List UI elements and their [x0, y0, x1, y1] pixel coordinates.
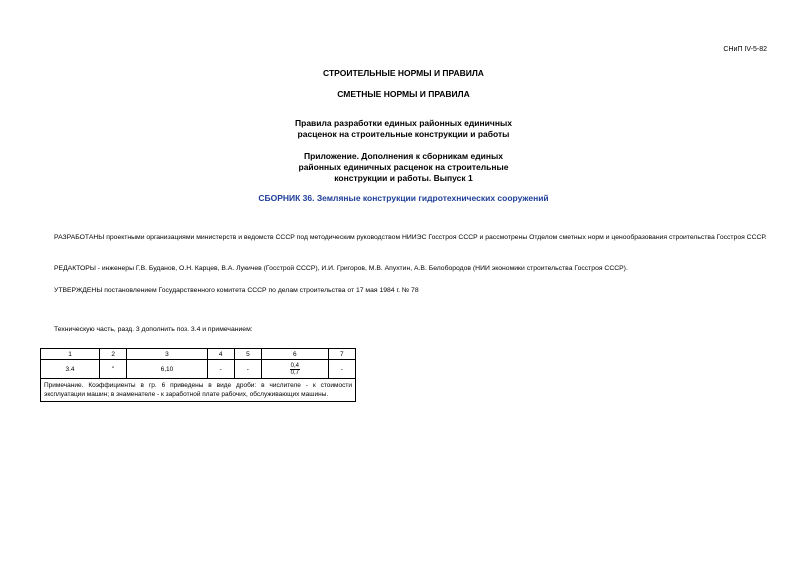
header-cell: 2	[100, 349, 127, 360]
table-cell: 6,10	[127, 360, 207, 379]
table-note: Примечание. Коэффициенты в гр. 6 приведены в виде дроби: в числителе - к стоимости эксплуатации машин; в знаменателе - к заработной плате рабочих, обслуживающих машины.	[41, 379, 356, 402]
header-cell: 6	[261, 349, 328, 360]
document-code: СНиП IV-5-82	[723, 46, 767, 53]
table-cell: -	[328, 360, 355, 379]
header-cell: 4	[207, 349, 234, 360]
table-cell-fraction	[261, 360, 328, 379]
heading-rules-line: Правила разработки единых районных единичных	[295, 118, 512, 128]
fraction-denominator: 0,7	[290, 369, 299, 376]
paragraph-approved: УТВЕРЖДЕНЫ постановлением Государственного комитета СССР по делам строительства от 17 мая 1984 г. № 78	[54, 287, 419, 294]
table-cell: -	[234, 360, 261, 379]
table-cell: "	[100, 360, 127, 379]
heading-appendix-line: районных единичных расценок на строительные	[298, 162, 509, 172]
heading-building-norms: СТРОИТЕЛЬНЫЕ НОРМЫ И ПРАВИЛА	[323, 68, 484, 78]
heading-appendix-line: конструкции и работы. Выпуск 1	[334, 173, 473, 183]
heading-rules	[0, 118, 807, 140]
supplement-table	[40, 348, 356, 402]
heading-appendix-line: Приложение. Дополнения к сборникам единых	[303, 151, 504, 161]
paragraph-developed: РАЗРАБОТАНЫ проектными организациями министерств и ведомств СССР под методическим руководством НИИЭС Госстроя СССР и рассмотрены Отделом сметных норм и ценообразования строительства Госстроя СССР.	[54, 234, 767, 241]
table-intro: Техническую часть, разд. 3 дополнить поз. 3.4 и примечанием:	[54, 326, 253, 333]
coefficient-fraction	[290, 363, 300, 376]
heading-appendix	[0, 151, 807, 184]
paragraph-editors: РЕДАКТОРЫ - инженеры Г.В. Буданов, О.Н. Карцев, В.А. Лукичев (Госстрой СССР), И.И. Григоров, М.В. Апухтин, А.В. Белобородов (НИИ экономики строительства Госстроя СССР).	[54, 265, 628, 272]
table-note-row	[41, 379, 356, 402]
header-cell: 3	[127, 349, 207, 360]
heading-rules-line: расценок на строительные конструкции и работы	[297, 129, 510, 139]
table-cell: 3.4	[41, 360, 100, 379]
heading-estimate-norms: СМЕТНЫЕ НОРМЫ И ПРАВИЛА	[337, 89, 470, 99]
header-cell: 1	[41, 349, 100, 360]
header-cell: 5	[234, 349, 261, 360]
header-cell: 7	[328, 349, 355, 360]
heading-collection: СБОРНИК 36. Земляные конструкции гидротехнических сооружений	[258, 193, 549, 203]
table-row	[41, 360, 356, 379]
table-header-row	[41, 349, 356, 360]
fraction-numerator: 0,4	[290, 362, 299, 369]
table-cell: -	[207, 360, 234, 379]
